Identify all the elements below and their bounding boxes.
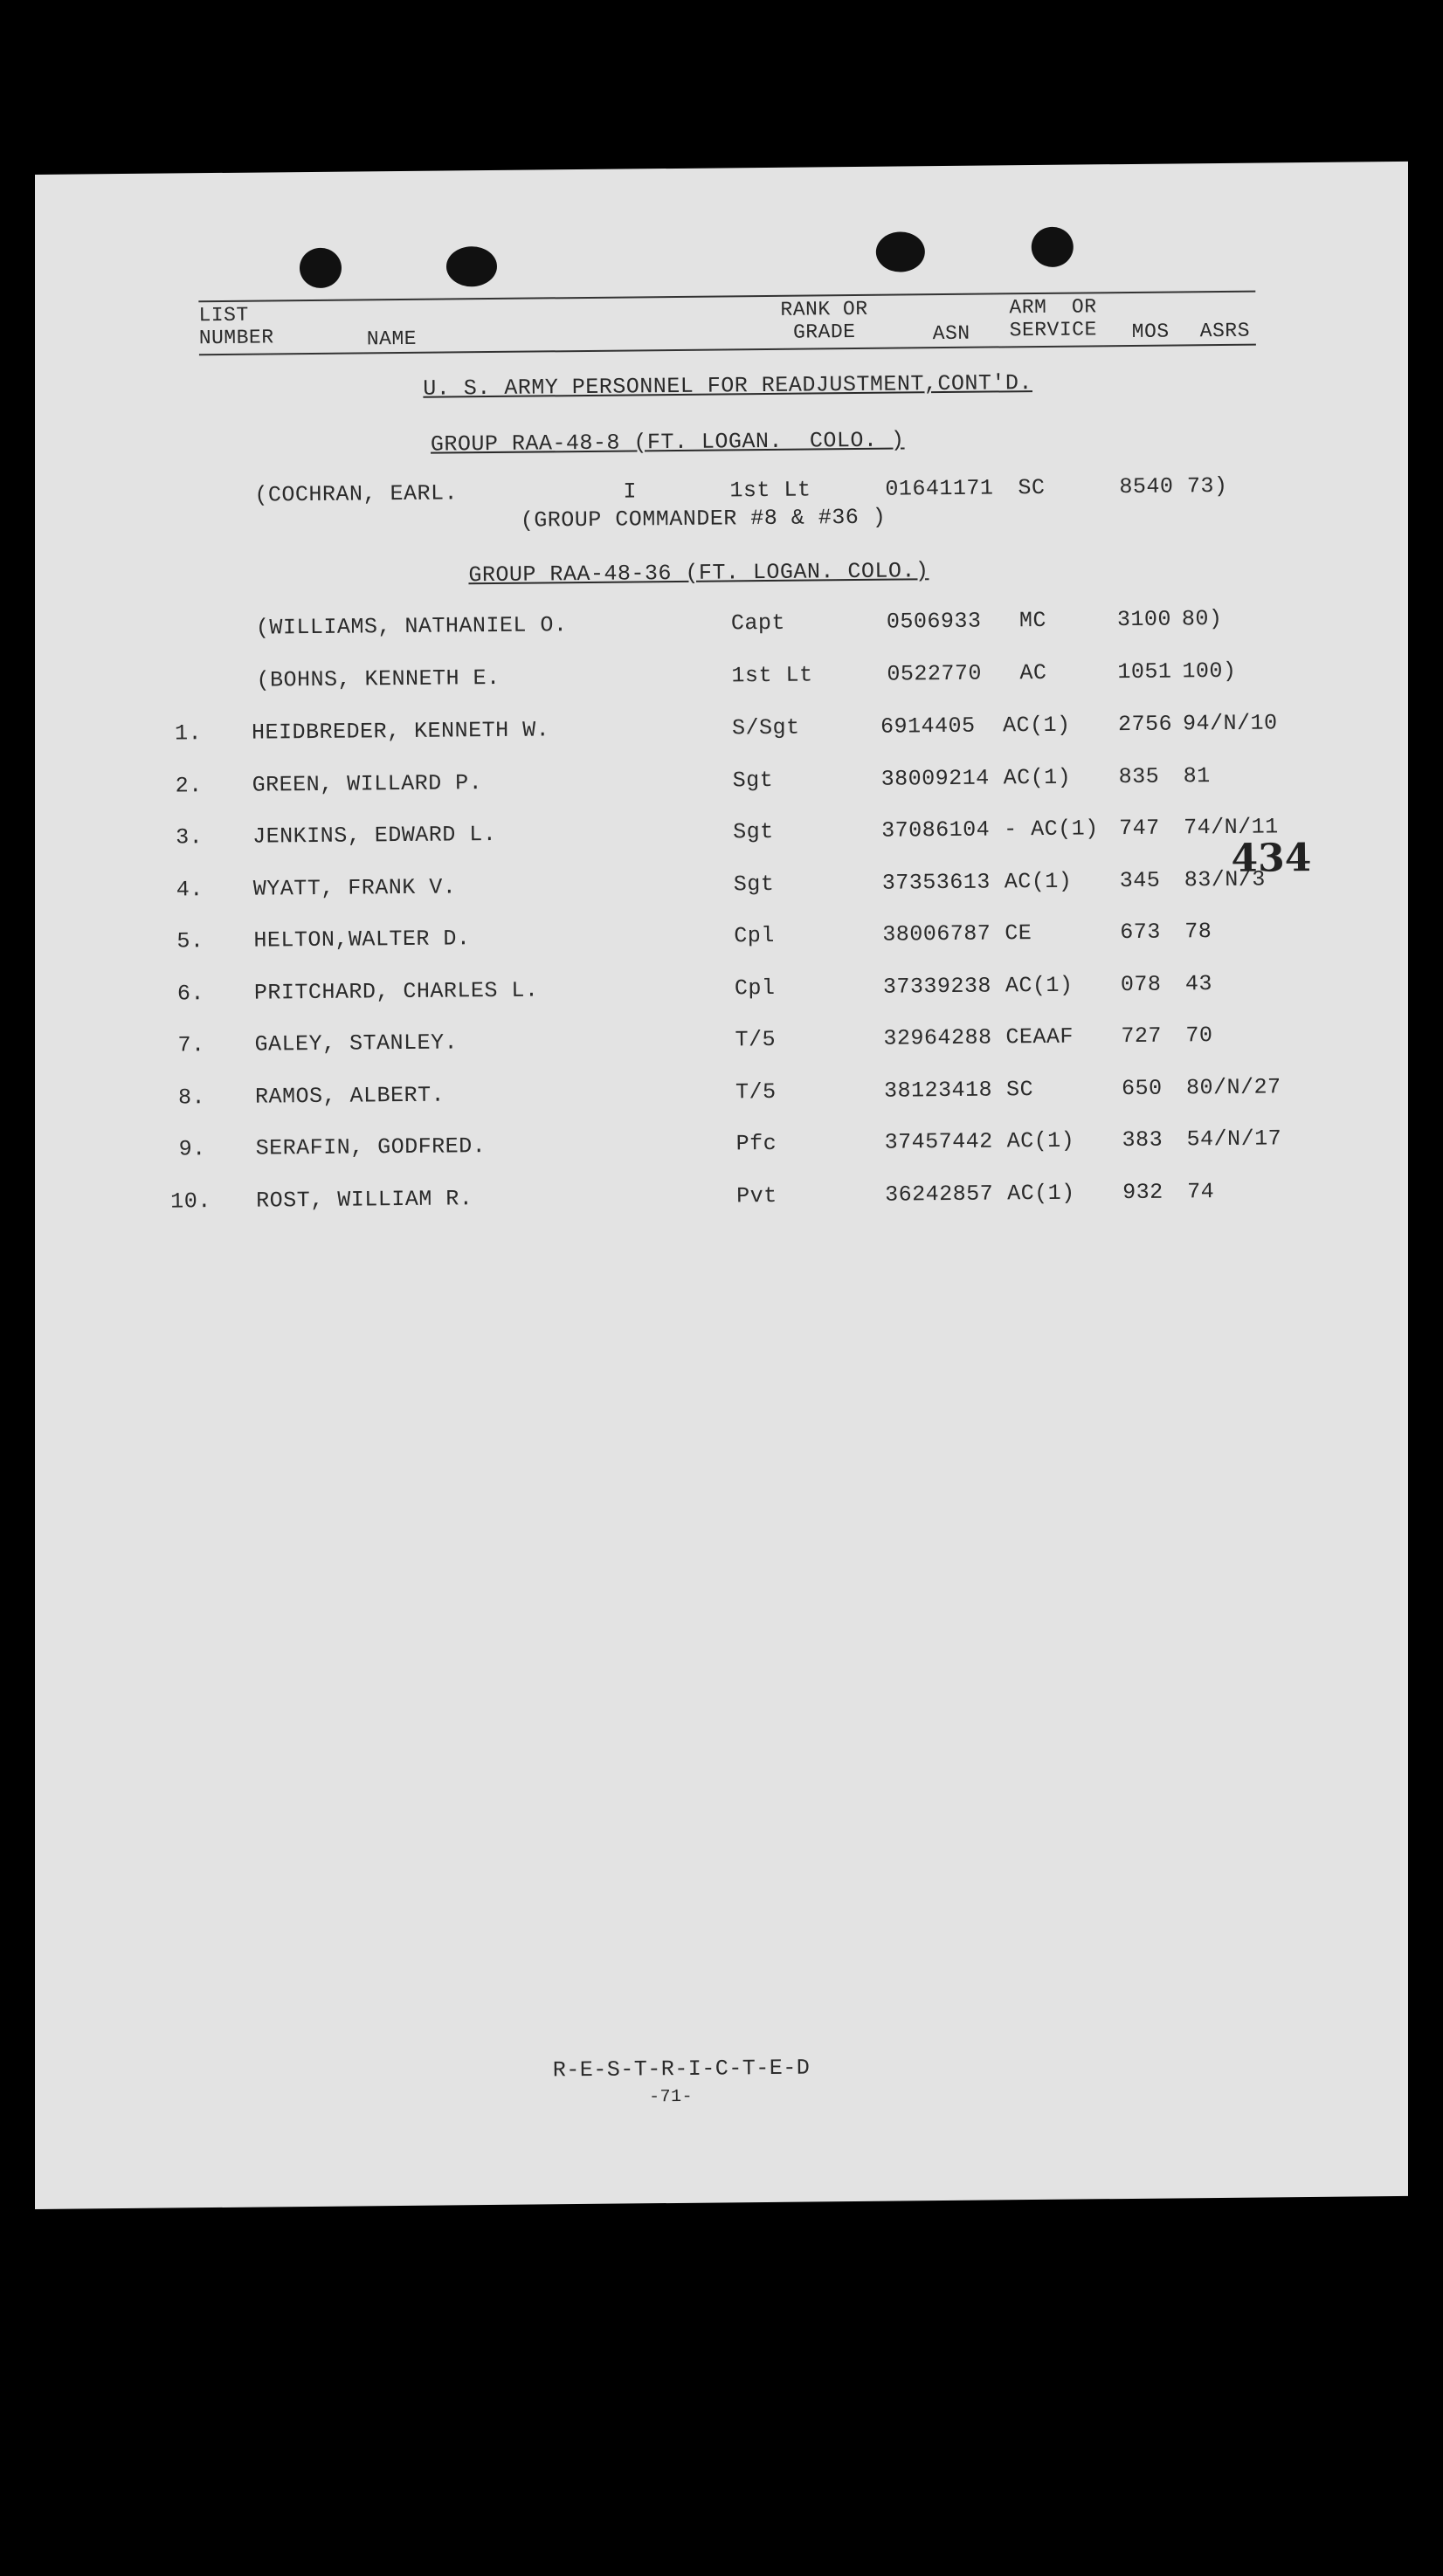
person-mos: 747 bbox=[1119, 815, 1160, 842]
list-number: 8. bbox=[177, 1084, 206, 1110]
person-mos: 078 bbox=[1120, 971, 1162, 997]
punch-hole bbox=[446, 246, 497, 287]
group-heading: GROUP RAA-48-36 (FT. LOGAN. COLO.) bbox=[468, 558, 929, 589]
entry-rank: 1st Lt bbox=[729, 477, 811, 504]
person-asn: 37339238 bbox=[882, 973, 992, 1000]
classification-footer: R-E-S-T-R-I-C-T-E-D bbox=[552, 2055, 811, 2084]
officer-name: (BOHNS, KENNETH E. bbox=[256, 665, 501, 693]
col-header-arm: ARM OR SERVICE bbox=[1009, 295, 1097, 342]
officer-name: (WILLIAMS, NATHANIEL O. bbox=[255, 612, 568, 641]
col-header-name: NAME bbox=[366, 327, 418, 351]
person-arm: AC(1) bbox=[1006, 1127, 1075, 1154]
person-asn: 36242857 bbox=[885, 1181, 994, 1208]
person-name: HELTON,WALTER D. bbox=[253, 926, 471, 954]
document-content bbox=[37, 166, 1426, 2214]
person-arm: CEAAF bbox=[1005, 1023, 1074, 1050]
list-number: 4. bbox=[176, 876, 204, 903]
person-mos: 345 bbox=[1119, 867, 1161, 893]
entry-mos-asrs: 8540 73) bbox=[1119, 472, 1228, 500]
officer-arm: AC bbox=[1019, 659, 1047, 686]
person-asrs: 94/N/10 bbox=[1182, 710, 1278, 737]
punch-hole bbox=[876, 231, 925, 272]
officer-asrs: 80) bbox=[1181, 605, 1223, 632]
list-number: 7. bbox=[177, 1032, 205, 1058]
person-arm: AC(1) bbox=[1003, 764, 1072, 790]
col-header-list-number: LIST NUMBER bbox=[198, 303, 274, 350]
col-header-rank: RANK OR GRADE bbox=[780, 297, 868, 344]
person-asrs: 54/N/17 bbox=[1186, 1126, 1282, 1153]
person-rank: T/5 bbox=[735, 1078, 777, 1105]
group-commander-note: (GROUP COMMANDER #8 & #36 ) bbox=[520, 504, 887, 534]
list-number: 1. bbox=[174, 720, 203, 747]
person-asn: 37086104 bbox=[881, 816, 991, 844]
punch-hole bbox=[300, 248, 342, 288]
col-header-mos: MOS bbox=[1131, 320, 1170, 343]
person-asrs: 70 bbox=[1185, 1023, 1213, 1049]
person-asn: 38006787 bbox=[882, 920, 991, 947]
officer-mos: 3100 bbox=[1116, 606, 1172, 633]
punch-hole bbox=[1032, 227, 1074, 267]
person-rank: Sgt bbox=[733, 871, 775, 897]
person-rank: Cpl bbox=[734, 975, 776, 1001]
person-arm: AC(1) bbox=[1005, 972, 1074, 998]
person-mos: 932 bbox=[1122, 1179, 1163, 1205]
person-mos: 727 bbox=[1121, 1023, 1163, 1050]
person-rank: S/Sgt bbox=[731, 714, 800, 741]
person-asrs: 74/N/11 bbox=[1184, 814, 1279, 841]
person-arm: AC(1) bbox=[1004, 868, 1073, 894]
person-arm: AC(1) bbox=[1007, 1180, 1075, 1206]
person-asn: 38009214 bbox=[880, 765, 990, 792]
officer-rank: Capt bbox=[730, 610, 786, 637]
person-rank: Sgt bbox=[732, 767, 774, 793]
person-name: GREEN, WILLARD P. bbox=[252, 769, 483, 798]
person-name: GALEY, STANLEY. bbox=[254, 1030, 459, 1057]
list-number: 9. bbox=[178, 1136, 206, 1162]
person-asn: 32964288 bbox=[883, 1024, 992, 1051]
person-mos: 2756 bbox=[1117, 711, 1173, 738]
person-asrs: 74 bbox=[1187, 1178, 1215, 1204]
person-rank: Cpl bbox=[734, 922, 776, 949]
person-arm: SC bbox=[1005, 1076, 1034, 1102]
person-asn: 37457442 bbox=[884, 1128, 993, 1155]
person-name: WYATT, FRANK V. bbox=[252, 873, 457, 902]
officer-asn: 0506933 bbox=[886, 608, 982, 635]
officer-rank: 1st Lt bbox=[731, 662, 813, 689]
person-name: SERAFIN, GODFRED. bbox=[255, 1133, 487, 1161]
page-number-footer: -71- bbox=[649, 2086, 694, 2108]
person-asn: 38123418 bbox=[883, 1077, 993, 1104]
person-mos: 835 bbox=[1118, 763, 1160, 789]
person-name: HEIDBREDER, KENNETH W. bbox=[251, 717, 550, 746]
person-asn: 37353613 bbox=[881, 869, 991, 896]
person-mos: 650 bbox=[1121, 1075, 1163, 1101]
document-title: U. S. ARMY PERSONNEL FOR READJUSTMENT,CONT'D. bbox=[423, 370, 1033, 402]
list-number: 10. bbox=[170, 1188, 211, 1215]
list-number: 2. bbox=[175, 772, 203, 799]
col-header-asn: ASN bbox=[932, 321, 970, 346]
entry-mark: I bbox=[623, 479, 638, 505]
officer-arm: MC bbox=[1018, 607, 1047, 634]
person-name: PRITCHARD, CHARLES L. bbox=[253, 977, 539, 1006]
list-number: 5. bbox=[176, 928, 204, 954]
person-asrs: 78 bbox=[1184, 919, 1212, 945]
person-mos: 673 bbox=[1120, 919, 1161, 946]
entry-name: (COCHRAN, EARL. bbox=[254, 480, 459, 508]
officer-asrs: 100) bbox=[1182, 658, 1237, 685]
person-arm: - AC(1) bbox=[1004, 816, 1099, 843]
officer-mos: 1051 bbox=[1117, 658, 1172, 685]
list-number: 3. bbox=[176, 824, 204, 851]
list-number: 6. bbox=[176, 980, 205, 1006]
header-bottom-rule bbox=[199, 344, 1256, 356]
entry-arm: SC bbox=[1018, 474, 1046, 501]
person-asn: 6914405 bbox=[880, 713, 976, 740]
person-name: ROST, WILLIAM R. bbox=[256, 1185, 473, 1214]
header-top-rule bbox=[198, 291, 1255, 303]
person-asrs: 81 bbox=[1183, 762, 1211, 789]
person-name: JENKINS, EDWARD L. bbox=[252, 821, 497, 850]
page-number-stamp: 434 bbox=[1231, 836, 1312, 881]
person-asrs: 80/N/27 bbox=[1185, 1073, 1281, 1100]
person-arm: AC(1) bbox=[1002, 712, 1071, 739]
person-name: RAMOS, ALBERT. bbox=[254, 1082, 445, 1110]
person-arm: CE bbox=[1005, 920, 1032, 947]
group-heading: GROUP RAA-48-8 (FT. LOGAN. COLO. ) bbox=[430, 427, 905, 458]
person-rank: Sgt bbox=[733, 818, 774, 845]
entry-asn: 01641171 bbox=[885, 475, 994, 502]
person-rank: T/5 bbox=[735, 1026, 777, 1053]
col-header-asrs: ASRS bbox=[1199, 319, 1251, 343]
person-rank: Pfc bbox=[735, 1130, 777, 1157]
officer-asn: 0522770 bbox=[887, 660, 983, 687]
person-rank: Pvt bbox=[736, 1182, 777, 1209]
person-mos: 383 bbox=[1122, 1126, 1163, 1154]
person-asrs: 43 bbox=[1184, 970, 1213, 996]
person-asrs: 83/N/3 bbox=[1184, 866, 1266, 892]
